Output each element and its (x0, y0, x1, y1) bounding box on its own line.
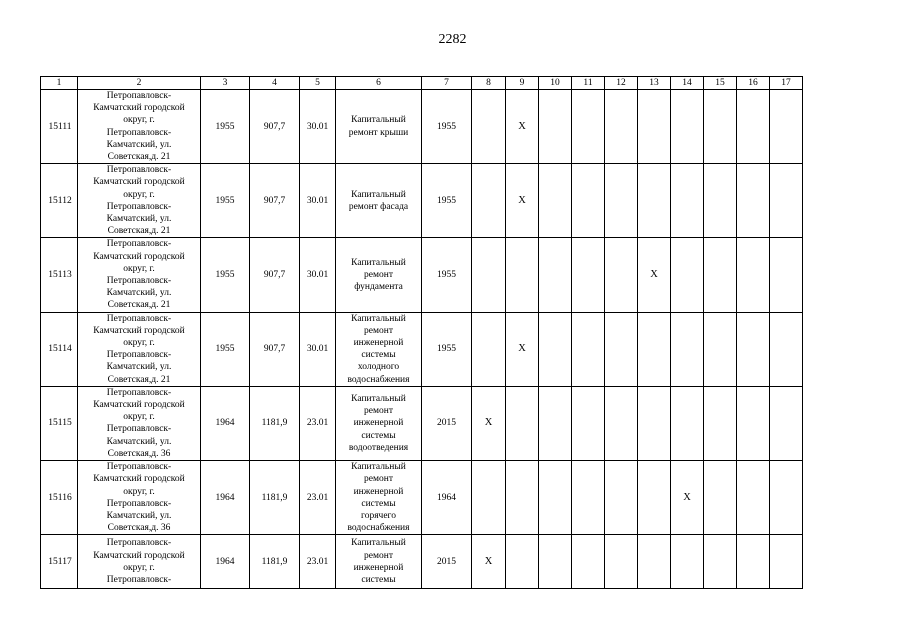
row-number-cell: 15112 (41, 164, 78, 238)
address-line: Камчатский городской (93, 177, 185, 188)
mark-cell-col15 (704, 164, 737, 238)
address-line: Советская,д. 21 (107, 152, 171, 163)
mark-cell-col16 (737, 238, 770, 312)
mark-cell-col11 (572, 164, 605, 238)
year-built-cell: 1964 (201, 461, 250, 535)
area-cell: 907,7 (250, 312, 300, 386)
address-line: округ, г. (123, 486, 155, 497)
last-repair-year-cell: 1955 (422, 312, 472, 386)
address-line: Камчатский, ул. (106, 436, 172, 447)
address-line: Петропавловск- (106, 276, 172, 287)
mark-cell-col12 (605, 312, 638, 386)
mark-cell-col13 (638, 164, 671, 238)
column-header-3: 3 (201, 77, 250, 90)
mark-cell-col17 (770, 164, 803, 238)
table-row (41, 461, 803, 535)
mark-cell-col9 (506, 535, 539, 589)
work-type-line: холодного (357, 362, 400, 373)
work-type-line: ремонт (364, 406, 393, 417)
table-row (41, 386, 803, 460)
address-line: Петропавловск- (106, 498, 172, 509)
mark-cell-col10 (539, 312, 572, 386)
column-header-9: 9 (506, 77, 539, 90)
column-header-13: 13 (638, 77, 671, 90)
area-cell: 1181,9 (250, 386, 300, 460)
row-number-cell: 15111 (41, 90, 78, 164)
mark-cell-col15 (704, 312, 737, 386)
work-type-line: Капитальный (351, 257, 406, 268)
work-type-line: инженерной (353, 562, 404, 573)
row-number-cell: 15116 (41, 461, 78, 535)
mark-cell-col10 (539, 535, 572, 589)
mark-cell-col14 (671, 312, 704, 386)
address-line: Советская,д. 36 (107, 448, 171, 459)
table-row (41, 312, 803, 386)
code-cell: 30.01 (300, 164, 336, 238)
address-cell (78, 386, 201, 460)
work-type-cell (336, 90, 422, 164)
column-header-15: 15 (704, 77, 737, 90)
mark-cell-col14 (671, 238, 704, 312)
column-header-2: 2 (78, 77, 201, 90)
mark-cell-col13 (638, 461, 671, 535)
mark-cell-col10 (539, 461, 572, 535)
address-line: Петропавловск- (106, 538, 172, 549)
mark-cell-col9: Х (506, 312, 539, 386)
work-type-line: Капитальный (351, 313, 406, 324)
address-line: Камчатский городской (93, 251, 185, 262)
work-type-line: фундамента (354, 282, 403, 293)
address-line: Камчатский, ул. (106, 214, 172, 225)
repair-register-table (40, 76, 803, 589)
column-header-7: 7 (422, 77, 472, 90)
mark-cell-col16 (737, 164, 770, 238)
mark-cell-col11 (572, 535, 605, 589)
address-line: Советская,д. 21 (107, 300, 171, 311)
work-type-cell (336, 238, 422, 312)
code-cell: 30.01 (300, 238, 336, 312)
mark-cell-col8 (472, 164, 506, 238)
address-line: Советская,д. 21 (107, 226, 171, 237)
work-type-line: Капитальный (351, 538, 406, 549)
address-cell (78, 535, 201, 589)
mark-cell-col15 (704, 386, 737, 460)
last-repair-year-cell: 1955 (422, 164, 472, 238)
table-body (41, 90, 803, 589)
mark-cell-col11 (572, 238, 605, 312)
work-type-cell (336, 312, 422, 386)
mark-cell-col13 (638, 386, 671, 460)
work-type-cell (336, 535, 422, 589)
address-line: Петропавловск- (106, 91, 172, 101)
mark-cell-col17 (770, 535, 803, 589)
row-number-cell: 15114 (41, 312, 78, 386)
table-row (41, 90, 803, 164)
table-row (41, 164, 803, 238)
address-cell (78, 164, 201, 238)
mark-cell-col14 (671, 90, 704, 164)
address-line: Петропавловск- (106, 127, 172, 138)
address-line: Петропавловск- (106, 462, 172, 473)
work-type-line: водоотведения (348, 442, 409, 453)
mark-cell-col11 (572, 312, 605, 386)
work-type-line: инженерной (353, 418, 404, 429)
work-type-line: ремонт фасада (348, 201, 409, 212)
address-line: округ, г. (123, 189, 155, 200)
mark-cell-col13 (638, 535, 671, 589)
code-cell: 30.01 (300, 90, 336, 164)
mark-cell-col12 (605, 238, 638, 312)
mark-cell-col8 (472, 90, 506, 164)
address-line: Камчатский городской (93, 103, 185, 114)
mark-cell-col15 (704, 90, 737, 164)
table-row (41, 535, 803, 589)
work-type-line: системы (361, 575, 396, 586)
mark-cell-col16 (737, 386, 770, 460)
address-line: Советская,д. 36 (107, 523, 171, 534)
address-line: Камчатский городской (93, 550, 185, 561)
work-type-line: системы (361, 350, 396, 361)
mark-cell-col12 (605, 535, 638, 589)
mark-cell-col14 (671, 164, 704, 238)
column-header-17: 17 (770, 77, 803, 90)
row-number-cell: 15115 (41, 386, 78, 460)
page-number: 2282 (438, 32, 467, 47)
last-repair-year-cell: 2015 (422, 386, 472, 460)
mark-cell-col9: Х (506, 164, 539, 238)
address-line: Петропавловск- (106, 313, 172, 324)
mark-cell-col12 (605, 90, 638, 164)
address-line: Петропавловск- (106, 387, 172, 398)
mark-cell-col8 (472, 312, 506, 386)
address-line: округ, г. (123, 412, 155, 423)
work-type-cell (336, 164, 422, 238)
column-header-4: 4 (250, 77, 300, 90)
mark-cell-col8 (472, 461, 506, 535)
work-type-line: ремонт (364, 550, 393, 561)
work-type-line: горячего (361, 510, 396, 521)
mark-cell-col16 (737, 461, 770, 535)
work-type-line: Капитальный (351, 393, 406, 404)
row-number-cell: 15113 (41, 238, 78, 312)
address-line: Камчатский, ул. (106, 362, 172, 373)
address-line: Петропавловск- (106, 424, 172, 435)
row-number-cell: 15117 (41, 535, 78, 589)
area-cell: 907,7 (250, 164, 300, 238)
address-line: Камчатский, ул. (106, 139, 172, 150)
mark-cell-col8 (472, 238, 506, 312)
mark-cell-col9: Х (506, 90, 539, 164)
mark-cell-col12 (605, 461, 638, 535)
address-cell (78, 90, 201, 164)
mark-cell-col16 (737, 90, 770, 164)
mark-cell-col17 (770, 386, 803, 460)
mark-cell-col15 (704, 461, 737, 535)
work-type-line: ремонт (364, 269, 393, 280)
last-repair-year-cell: 1955 (422, 238, 472, 312)
year-built-cell: 1964 (201, 386, 250, 460)
address-line: Петропавловск- (106, 350, 172, 361)
address-line: Петропавловск- (106, 165, 172, 176)
mark-cell-col10 (539, 238, 572, 312)
mark-cell-col10 (539, 386, 572, 460)
mark-cell-col16 (737, 312, 770, 386)
address-line: округ, г. (123, 115, 155, 126)
column-header-11: 11 (572, 77, 605, 90)
work-type-cell (336, 461, 422, 535)
work-type-line: ремонт (364, 474, 393, 485)
address-cell (78, 312, 201, 386)
address-line: Советская,д. 21 (107, 374, 171, 385)
area-cell: 1181,9 (250, 461, 300, 535)
work-type-cell (336, 386, 422, 460)
mark-cell-col13 (638, 90, 671, 164)
work-type-line: системы (361, 498, 396, 509)
code-cell: 23.01 (300, 461, 336, 535)
mark-cell-col15 (704, 535, 737, 589)
column-header-1: 1 (41, 77, 78, 90)
header-row (41, 77, 803, 90)
address-line: округ, г. (123, 562, 155, 573)
mark-cell-col16 (737, 535, 770, 589)
address-line: Камчатский, ул. (106, 510, 172, 521)
mark-cell-col14 (671, 386, 704, 460)
mark-cell-col9 (506, 238, 539, 312)
work-type-line: системы (361, 430, 396, 441)
year-built-cell: 1955 (201, 90, 250, 164)
address-line: Камчатский городской (93, 400, 185, 411)
mark-cell-col11 (572, 461, 605, 535)
address-line: Петропавловск- (106, 201, 172, 212)
code-cell: 30.01 (300, 312, 336, 386)
code-cell: 23.01 (300, 535, 336, 589)
address-cell (78, 238, 201, 312)
year-built-cell: 1955 (201, 164, 250, 238)
column-header-8: 8 (472, 77, 506, 90)
mark-cell-col15 (704, 238, 737, 312)
mark-cell-col9 (506, 461, 539, 535)
mark-cell-col10 (539, 90, 572, 164)
area-cell: 1181,9 (250, 535, 300, 589)
mark-cell-col8: Х (472, 535, 506, 589)
mark-cell-col12 (605, 386, 638, 460)
address-cell (78, 461, 201, 535)
last-repair-year-cell: 2015 (422, 535, 472, 589)
code-cell: 23.01 (300, 386, 336, 460)
mark-cell-col14 (671, 535, 704, 589)
year-built-cell: 1955 (201, 238, 250, 312)
last-repair-year-cell: 1964 (422, 461, 472, 535)
last-repair-year-cell: 1955 (422, 90, 472, 164)
area-cell: 907,7 (250, 238, 300, 312)
address-line: округ, г. (123, 338, 155, 349)
mark-cell-col17 (770, 90, 803, 164)
mark-cell-col9 (506, 386, 539, 460)
column-header-12: 12 (605, 77, 638, 90)
address-line: округ, г. (123, 263, 155, 274)
area-cell: 907,7 (250, 90, 300, 164)
mark-cell-col11 (572, 90, 605, 164)
year-built-cell: 1964 (201, 535, 250, 589)
work-type-line: ремонт крыши (348, 127, 409, 138)
address-line: Петропавловск- (106, 575, 172, 586)
address-line: Петропавловск- (106, 239, 172, 250)
work-type-line: Капитальный (351, 115, 406, 126)
mark-cell-col17 (770, 312, 803, 386)
mark-cell-col17 (770, 461, 803, 535)
mark-cell-col14: Х (671, 461, 704, 535)
column-header-16: 16 (737, 77, 770, 90)
address-line: Камчатский городской (93, 325, 185, 336)
work-type-line: Капитальный (351, 189, 406, 200)
table-header (41, 77, 803, 90)
mark-cell-col17 (770, 238, 803, 312)
mark-cell-col8: Х (472, 386, 506, 460)
year-built-cell: 1955 (201, 312, 250, 386)
column-header-10: 10 (539, 77, 572, 90)
work-type-line: водоснабжения (347, 374, 410, 385)
work-type-line: водоснабжения (347, 523, 410, 534)
work-type-line: ремонт (364, 325, 393, 336)
column-header-6: 6 (336, 77, 422, 90)
address-line: Камчатский, ул. (106, 288, 172, 299)
table-row (41, 238, 803, 312)
mark-cell-col11 (572, 386, 605, 460)
mark-cell-col12 (605, 164, 638, 238)
column-header-5: 5 (300, 77, 336, 90)
column-header-14: 14 (671, 77, 704, 90)
work-type-line: Капитальный (351, 462, 406, 473)
mark-cell-col10 (539, 164, 572, 238)
work-type-line: инженерной (353, 486, 404, 497)
mark-cell-col13 (638, 312, 671, 386)
address-line: Камчатский городской (93, 474, 185, 485)
work-type-line: инженерной (353, 338, 404, 349)
mark-cell-col13: Х (638, 238, 671, 312)
